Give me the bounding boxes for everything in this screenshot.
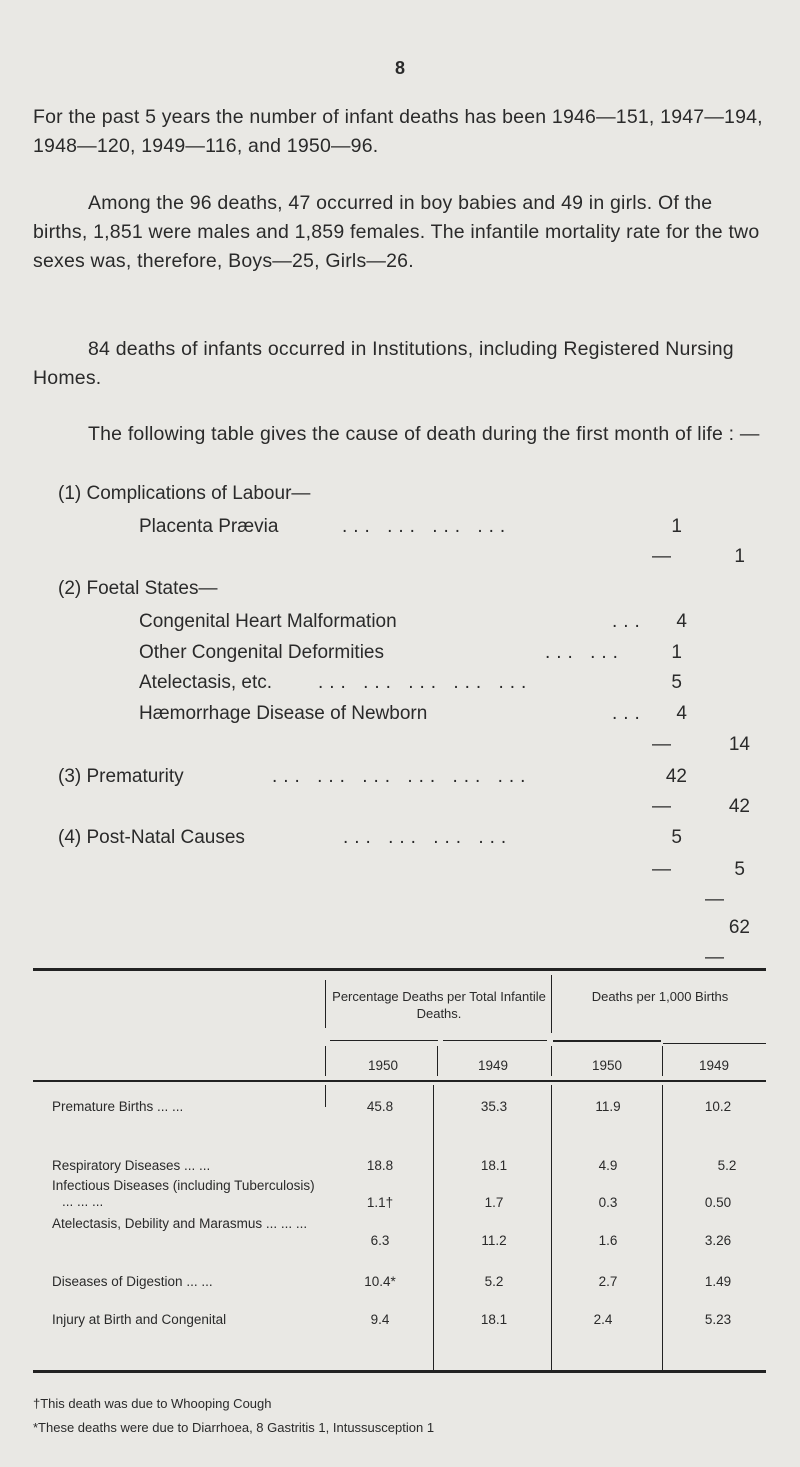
table-cell: 0.50 (704, 1195, 732, 1210)
column-divider (325, 1085, 326, 1107)
prematurity-total: 42 (728, 796, 750, 817)
deformities-label: Other Congenital Deformities (139, 642, 384, 663)
haemorrhage-label: Hæmorrhage Disease of Newborn (139, 703, 428, 724)
grand-total: 62 (728, 917, 750, 938)
foetal-heading: (2) Foetal States— (58, 578, 218, 599)
header-deaths-per-1000: Deaths per 1,000 Births (591, 989, 729, 1004)
leader-dots: ... ... (545, 642, 624, 663)
header-rule (443, 1040, 547, 1041)
table-cell: 10.2 (704, 1099, 732, 1114)
table-cell: 35.3 (480, 1099, 508, 1114)
paragraph-infant-deaths-by-year: For the past 5 years the number of infant deaths has been 1946—151, 1947—194, 1948—120, 1949—116, and 1950—96. (33, 106, 763, 157)
table-cell: 5.2 (717, 1158, 737, 1173)
table-top-rule (33, 968, 766, 971)
header-rule (330, 1040, 438, 1041)
table-cell: 2.7 (598, 1274, 618, 1289)
column-divider (325, 1046, 326, 1076)
atelectasis-label: Atelectasis, etc. (139, 672, 273, 693)
table-cell: 5.23 (704, 1312, 732, 1327)
column-divider (433, 1085, 434, 1370)
column-divider (551, 1085, 552, 1370)
table-cell: 18.8 (366, 1158, 394, 1173)
header-rule (663, 1043, 766, 1044)
heart-label: Congenital Heart Malformation (139, 611, 397, 632)
paragraph-sex-breakdown: Among the 96 deaths, 47 occurred in boy babies and 49 in girls. Of the births, 1,851 were males and 1,859 females. The infantile mortality rate for the two sexes was, therefore, Boys—25, Girls—26. (33, 192, 760, 272)
subtotal-dash: — (652, 796, 671, 817)
table-cell: 5.2 (484, 1274, 504, 1289)
postnatal-value: 5 (671, 827, 682, 848)
total-rule-bottom: — (705, 947, 724, 968)
year-header-1950-pct: 1950 (367, 1058, 399, 1073)
table-cell: 11.2 (481, 1233, 507, 1248)
foetal-total: 14 (728, 734, 750, 755)
leader-dots: ... (612, 611, 646, 632)
placenta-label: Placenta Prævia (139, 516, 279, 537)
table-cell: 1.7 (484, 1195, 504, 1210)
row-label-diseases-of-digestion: Diseases of Digestion ... ... (52, 1274, 213, 1289)
row-label-atelectasis: Atelectasis, Debility and Marasmus ... ... ... (52, 1216, 308, 1231)
row-label-infectious-diseases: Infectious Diseases (including Tuberculosis) ... ... ... (52, 1178, 315, 1209)
column-divider (662, 1046, 663, 1076)
table-cell: 6.3 (370, 1233, 390, 1248)
table-cell: 11.9 (595, 1099, 621, 1114)
table-bottom-rule (33, 1370, 766, 1373)
table-cell: 1.1† (366, 1195, 394, 1210)
paragraph-institutions: 84 deaths of infants occurred in Institutions, including Registered Nursing Homes. (33, 338, 734, 389)
row-label-respiratory-diseases: Respiratory Diseases ... ... (52, 1158, 211, 1173)
table-cell: 3.26 (704, 1233, 732, 1248)
column-divider (437, 1046, 438, 1076)
column-divider (662, 1085, 663, 1370)
heart-value: 4 (676, 611, 687, 632)
leader-dots: ... ... ... ... ... ... (272, 766, 532, 787)
leader-dots: ... ... ... ... (343, 827, 513, 848)
paragraph-table-intro: The following table gives the cause of death during the first month of life : — (88, 423, 760, 445)
haemorrhage-value: 4 (676, 703, 687, 724)
year-header-1950-rate: 1950 (591, 1058, 623, 1073)
year-header-1949-rate: 1949 (698, 1058, 730, 1073)
labour-total: 1 (734, 546, 745, 567)
column-divider (551, 1046, 552, 1076)
column-divider (551, 975, 552, 1033)
table-cell: 18.1 (480, 1158, 508, 1173)
table-cell: 1.49 (704, 1274, 732, 1289)
table-cell: 0.3 (598, 1195, 618, 1210)
prematurity-label: (3) Prematurity (58, 766, 184, 787)
atelectasis-value: 5 (671, 672, 682, 693)
page-number: 8 (394, 58, 405, 78)
deformities-value: 1 (671, 642, 682, 663)
postnatal-label: (4) Post-Natal Causes (58, 827, 245, 848)
subtotal-dash: — (652, 859, 671, 880)
labour-heading: (1) Complications of Labour— (58, 483, 311, 504)
row-label-premature-births: Premature Births ... ... (52, 1099, 184, 1114)
leader-dots: ... ... ... ... (342, 516, 512, 537)
subtotal-dash: — (652, 546, 671, 567)
subtotal-dash: — (652, 734, 671, 755)
year-header-1949-pct: 1949 (477, 1058, 509, 1073)
header-rule (553, 1040, 661, 1042)
footnote-whooping-cough: †This death was due to Whooping Cough (33, 1396, 272, 1411)
postnatal-total: 5 (734, 859, 745, 880)
placenta-value: 1 (671, 516, 682, 537)
footnote-digestion-deaths: *These deaths were due to Diarrhoea, 8 Gastritis 1, Intussusception 1 (33, 1420, 435, 1435)
table-cell: 45.8 (366, 1099, 394, 1114)
column-divider (325, 980, 326, 1028)
leader-dots: ... ... ... ... ... (318, 672, 533, 693)
row-label-injury-at-birth: Injury at Birth and Congenital (52, 1312, 227, 1327)
table-cell: 18.1 (480, 1312, 508, 1327)
table-cell: 1.6 (598, 1233, 618, 1248)
table-cell: 10.4* (364, 1274, 396, 1289)
header-bottom-rule (33, 1080, 766, 1082)
total-rule-top: — (705, 889, 724, 910)
header-percentage-deaths: Percentage Deaths per Total Infantile Deaths. (332, 989, 546, 1021)
prematurity-value: 42 (665, 766, 687, 787)
table-cell: 4.9 (598, 1158, 618, 1173)
leader-dots: ... (612, 703, 646, 724)
table-cell: 9.4 (370, 1312, 390, 1327)
table-cell: 2.4 (593, 1312, 613, 1327)
